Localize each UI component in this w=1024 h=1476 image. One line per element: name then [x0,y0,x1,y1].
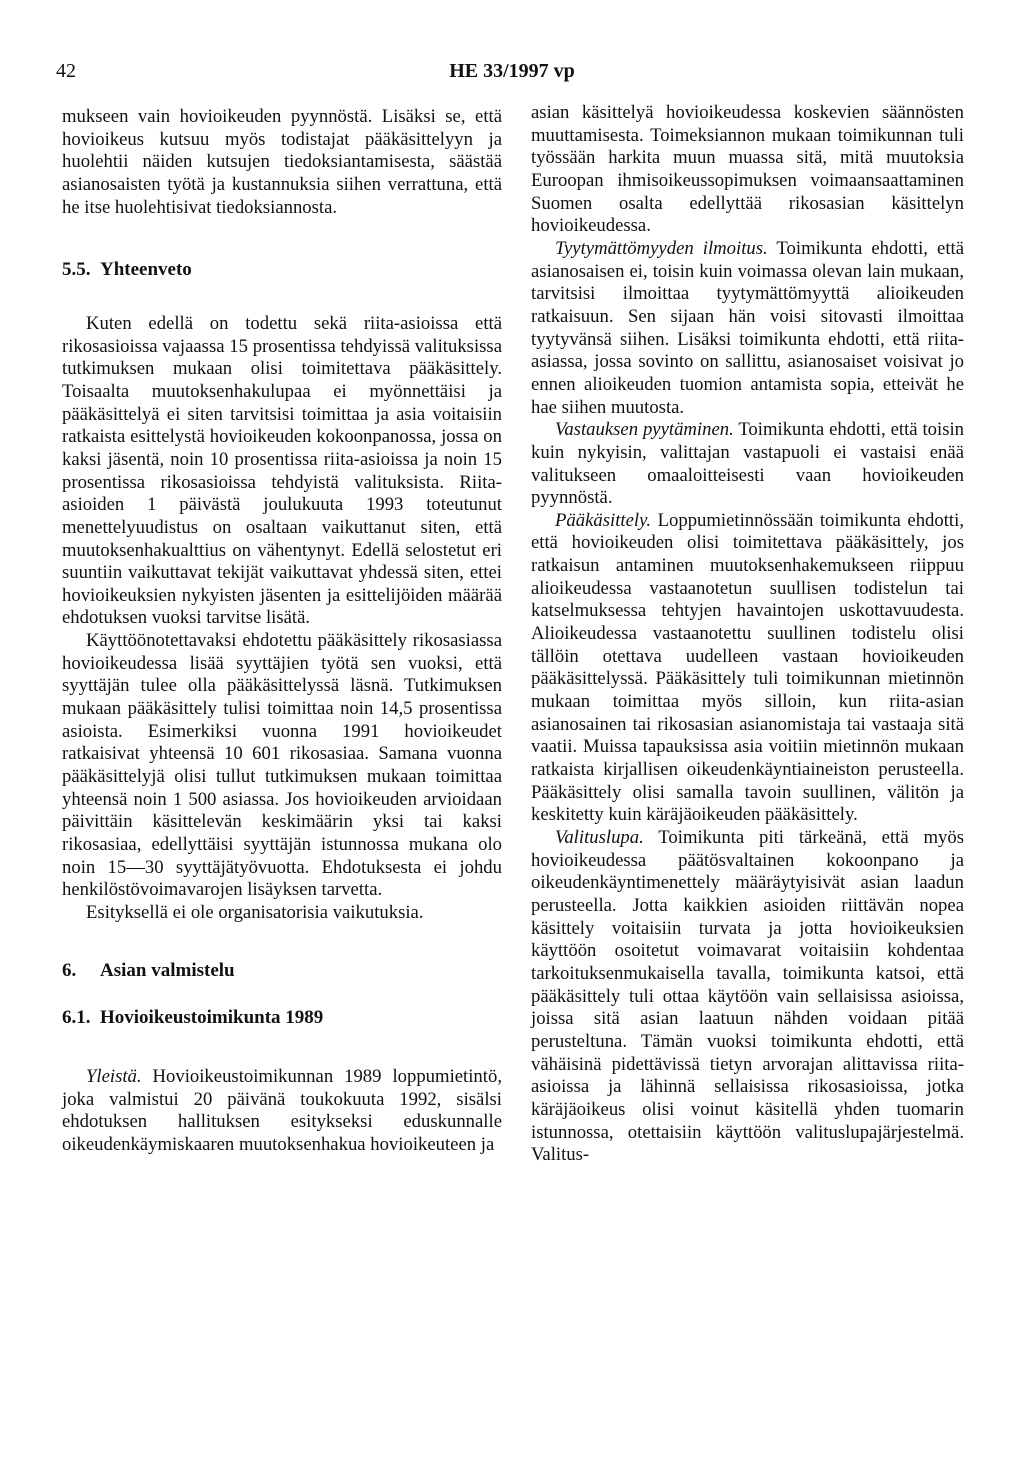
document-title: HE 33/1997 vp [449,60,575,82]
paragraph: asian käsittelyä hovioikeudessa koskevien säännösten muuttamisesta. Toimeksiannon mukaan toimikunnan tuli työssään harkita muun muassa sitä, mitä muutoksia Euroopan ihmisoikeussopimuksen voimaansaattaminen Suomen osalta edellyttää rikosasian käsittelyn hovioikeudessa. [531,102,964,237]
page-number: 42 [56,60,76,82]
paragraph: Kuten edellä on todettu sekä riita-asioissa että rikosasioissa vajaassa 15 prosentissa tehdyissä valituksissa tutkimuksen mukaan olisi toimitettava pääkäsittely. Toisaalta muutoksenhakulupaa ei myönnettäisi ja pääkäsittelyä ei siten tarvitsisi toimittaa ja asia voitaisiin ratkaista esittelystä hovioikeuden kokoonpanossa, jossa on kaksi jäsentä, noin 10 prosentissa riita-asioissa ja noin 15 prosentissa rikosasioissa tehdyistä valituksista. Riita-asioiden 1 päivästä joulukuuta 1993 toteutunut menettelyuudistus on osaltaan vaikuttanut siten, että muutoksenhakualttius on vähentynyt. Edellä selostetut eri suuntiin vaikuttavat tekijät vaikuttavat yhdessä siten, ettei hovioikeuksien nykyisten jäsenten ja esittelijöiden määrää ehdotuksen vuoksi tarvitse lisätä. [62,312,502,629]
paragraph: Vastauksen pyytäminen. Toimikunta ehdotti, että toisin kuin nykyisin, valittajan vastapuoli ei vastaisi enää valitukseen omaaloitteisesti vaan hovioikeuden pyynnöstä. [531,419,965,509]
paragraph: Valituslupa. Toimikunta piti tärkeänä, että myös hovioikeudessa päätösvaltainen kokoonpano ja oikeudenkäyntimenettely määräytyisivät asian laadun perusteella. Jotta kaikkien asioiden riittävän nopea käsittely voitaisiin turvata ja jotta hovioikeuksien käyttöön osoitetut voimavarat voitaisiin kohdentaa tarkoituksenmukaisella tavalla, toimikunta katsoi, että pääkäsittely tuli ottaa käytöön vain sellaisissa asioissa, joissa sitä asian laatuun nähden voidaan pitää perusteltuna. Tämän vuoksi toimikunta ehdotti, että vähäisinä pidettävissä tietyn arvorajan alittavissa riita-asioissa ja lähinnä sellaisissa rikosasioissa, jotka käräjäoikeus olisi voinut käsitellä yhden tuomarin istunnossa, otettaisiin käyttöön valituslupajärjestelmä. Valitus- [531,827,964,1166]
left-column [62,106,502,1157]
paragraph: Pääkäsittely. Loppumietinnössään toimikunta ehdotti, että hovioikeuden olisi toimitettava pääkäsittely, jos ratkaisun antaminen muutoksenhakemukseen riippuu alioikeudessa vastaanotetun suullisen todistelun tai katselmuksessa tehtyjen havaintojen uskottavuudesta. Alioikeudessa vastaanotettu suullinen todistelu olisi tällöin otettava uudelleen vastaan hovioikeuden pääkäsittelyssä. Pääkäsittely tuli toimikunnan mietinnön mukaan toimittaa myös silloin, kun riita-asian asianosainen tai rikosasian asianomistaja tai vastaaja sitä vaatii. Muissa tapauksissa asia voitiin mietinnön mukaan ratkaista kirjallisen oikeudenkäyntiaineiston perusteella. Pääkäsittely olisi samalla tavoin suullinen, välitön ja keskitetty kuin käräjäoikeuden pääkäsittely. [531,509,964,826]
section-heading-6: 6. Asian valmistelu [62,959,235,981]
paragraph: Tyytymättömyyden ilmoitus. Toimikunta ehdotti, että asianosaisen ei, toisin kuin voimassa olevan lain mukaan, tarvitsisi ilmoittaa tyytymättömyyttä alioikeuden ratkaisuun. Sen sijaan hän voisi sitovasti ilmoittaa tyytyvänsä siihen. Lisäksi toimikunta ehdotti, että riita-asiassa, jossa sovinto on sallittu, asianosaiset voisivat jo ennen alioikeuden tuomion antamista sopia, etteivät he hae siihen muutosta. [531,237,964,418]
section-heading-5-5: 5.5. Yhteenveto [62,259,192,281]
section-heading-6-1: 6.1. Hovioikeustoimikunta 1989 [62,1007,324,1029]
paragraph: Yleistä. Hovioikeustoimikunnan 1989 loppumietintö, joka valmistui 20 päivänä toukokuuta 1992, sisälsi ehdotuksen hallituksen esitykseksi eduskunnalle oikeudenkäymiskaaren muutoksenhakua hovioikeuteen ja [62,1065,502,1155]
paragraph: Esityksellä ei ole organisatorisia vaikutuksia. [86,902,424,923]
paragraph: mukseen vain hovioikeuden pyynnöstä. Lisäksi se, että hovioikeus kutsuu myös todistajat pääkäsittelyyn ja huolehtii näiden kutsujen tiedoksiantamisesta, säästää asianosaisten työtä ja kustannuksia siihen verrattuna, että he itse huolehtisivat tiedoksiannosta. [62,106,502,218]
right-column [531,102,964,1167]
paragraph: Käyttöönotettavaksi ehdotettu pääkäsittely rikosasiassa hovioikeudessa lisää syyttäjien työtä sen vuoksi, että syyttäjän tulee olla pääkäsittelyssä läsnä. Tutkimuksen mukaan pääkäsittely tulisi toimittaa noin 14,5 prosentissa asioista. Esimerkiksi vuonna 1991 hovioikeudet ratkaisivat yhteensä 10 601 rikosasiaa. Samana vuonna pääkäsittelyjä olisi tullut tutkimuksen mukaan toimittaa yhteensä noin 1 500 asiassa. Jos hovioikeuden arvioidaan päivittäin käsittelevän keskimäärin yksi tai kaksi rikosasiaa, edellyttäisi syyttäjän istunnossa mukana olo noin 15—30 syyttäjätyövuotta. Ehdotuksesta ei johdu henkilöstövoimavarojen lisäyksen tarvetta. [62,630,502,901]
